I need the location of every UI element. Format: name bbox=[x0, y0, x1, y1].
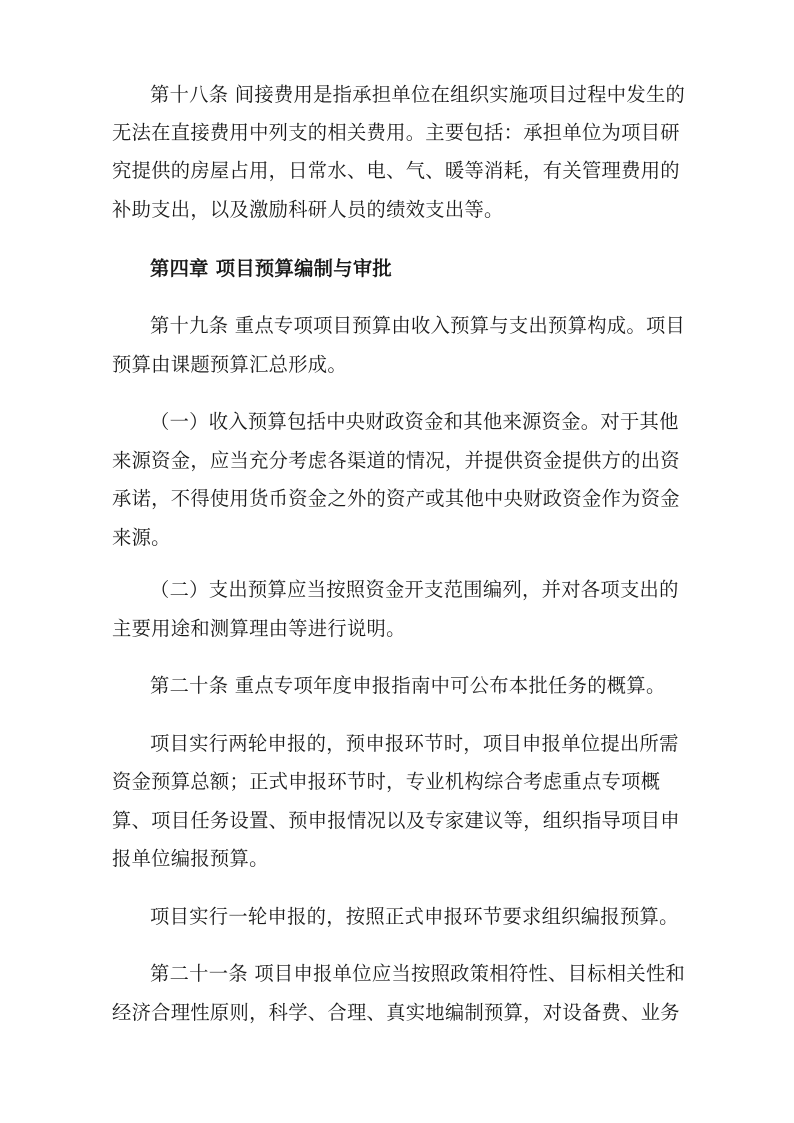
item-2-line-1: （二）支出预算应当按照资金开支范围编列，并对各项支出的 bbox=[150, 578, 679, 601]
article-20-para2-line-1: 项目实行两轮申报的，预申报环节时，项目申报单位提出所需 bbox=[150, 732, 679, 755]
article-19-line-1: 第十九条 重点专项项目预算由收入预算与支出预算构成。项目 bbox=[150, 314, 686, 337]
item-1-line-3: 承诺，不得使用货币资金之外的资产或其他中央财政资金作为资金 bbox=[112, 487, 680, 510]
article-19-line-2: 预算由课题预算汇总形成。 bbox=[112, 353, 347, 376]
article-18-line-1: 第十八条 间接费用是指承担单位在组织实施项目过程中发生的 bbox=[150, 83, 686, 106]
article-18-line-4: 补助支出，以及激励科研人员的绩效支出等。 bbox=[112, 198, 504, 221]
item-1-line-4: 来源。 bbox=[112, 526, 171, 549]
article-20-para2-line-2: 资金预算总额；正式申报环节时，专业机构综合考虑重点专项概 bbox=[112, 770, 661, 793]
article-20-para2-line-3: 算、项目任务设置、预申报情况以及专家建议等，组织指导项目申 bbox=[112, 809, 680, 832]
article-20-para3-line-1: 项目实行一轮申报的，按照正式申报环节要求组织编报预算。 bbox=[150, 905, 679, 928]
chapter-heading: 第四章 项目预算编制与审批 bbox=[150, 257, 392, 280]
article-18-line-3: 究提供的房屋占用，日常水、电、气、暖等消耗，有关管理费用的 bbox=[112, 159, 680, 182]
article-20-line-1: 第二十条 重点专项年度申报指南中可公布本批任务的概算。 bbox=[150, 674, 666, 697]
article-18-line-2: 无法在直接费用中列支的相关费用。主要包括：承担单位为项目研 bbox=[112, 121, 680, 144]
article-21-line-1: 第二十一条 项目申报单位应当按照政策相符性、目标相关性和 bbox=[150, 962, 686, 985]
item-2-line-2: 主要用途和测算理由等进行说明。 bbox=[112, 617, 406, 640]
item-1-line-1: （一）收入预算包括中央财政资金和其他来源资金。对于其他 bbox=[150, 410, 679, 433]
item-1-line-2: 来源资金，应当充分考虑各渠道的情况，并提供资金提供方的出资 bbox=[112, 449, 680, 472]
article-21-line-2: 经济合理性原则，科学、合理、真实地编制预算，对设备费、业务 bbox=[112, 1001, 680, 1024]
article-20-para2-line-4: 报单位编报预算。 bbox=[112, 847, 269, 870]
